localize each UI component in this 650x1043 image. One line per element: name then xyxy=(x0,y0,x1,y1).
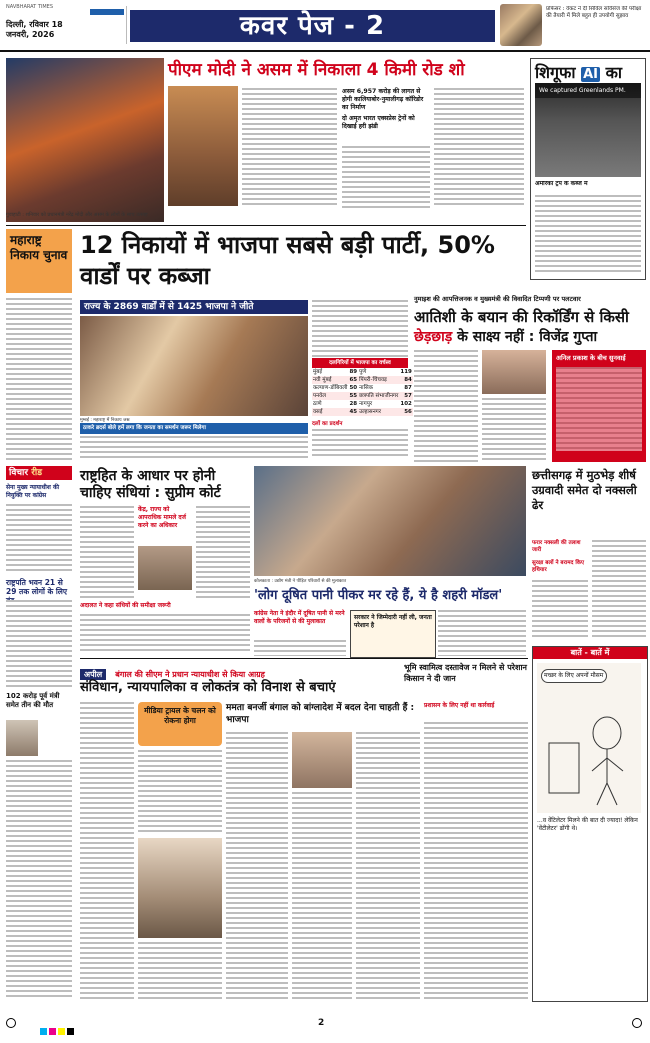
president-sub-head: 102 करोड़ पूर्व मंत्री समेत तीन की मौत xyxy=(6,692,60,709)
maha-body xyxy=(80,436,308,460)
cartoon-box xyxy=(532,646,648,1002)
cartoon-figure-icon xyxy=(537,663,641,813)
maha-table-cell: 119 xyxy=(400,369,412,375)
maha-table-cell: 56 xyxy=(404,409,412,415)
maha-table-row xyxy=(312,368,413,376)
bengal-side-photo xyxy=(292,732,352,788)
vichar-photo xyxy=(6,720,38,756)
shigufa-body xyxy=(535,195,641,275)
footer-page-num: 2 xyxy=(318,1018,325,1028)
bengal-col1 xyxy=(80,702,134,1000)
maha-table-cell: उल्हासनगर xyxy=(359,409,381,415)
lead-bullets xyxy=(342,88,430,131)
bengal-rule xyxy=(80,658,528,659)
registration-mark-icon xyxy=(6,1018,16,1028)
chhattisgarh-bullet-2: सुरक्षा बलों ने बरामद किए हथियार xyxy=(532,560,585,573)
maha-table-cell: वसई xyxy=(313,409,323,415)
page-title: कवर पेज - 2 xyxy=(239,11,386,41)
maha-table-cell: नवी मुंबई xyxy=(313,377,332,383)
maha-table-cell: नागपुर xyxy=(359,401,373,407)
maha-blue-strip-text: राज्य के 2869 वार्डों में से 1425 भाजपा ने जीते xyxy=(84,302,254,312)
maha-table-cell: ठाणे xyxy=(313,401,322,407)
maha-table-cell: 102 xyxy=(400,401,412,407)
chhattisgarh-col2 xyxy=(532,580,588,640)
chhattisgarh-col1 xyxy=(592,540,646,640)
color-bar xyxy=(40,1020,76,1039)
maha-table-cell: 65 xyxy=(349,377,358,383)
indore-photo xyxy=(254,466,526,576)
indore-headline: 'लोग दूषित पानी पीकर मर रहे हैं, ये है शहरी मॉडल' xyxy=(254,588,503,603)
vichar-label xyxy=(6,466,72,480)
shigufa-suffix: का xyxy=(605,63,623,82)
maha-table-row xyxy=(312,400,413,408)
maha-table-cell: छत्रपति संभाजीनगर xyxy=(359,393,399,399)
maha-table-intro xyxy=(312,300,408,358)
bengal-col2 xyxy=(138,750,222,834)
land-headline: भूमि स्वामित्व दस्तावेज न मिलने से परेशान किसान ने दी जान xyxy=(404,663,527,683)
maha-table-cell: कल्याण-डोंबिवली xyxy=(313,385,348,391)
lead-photo-left xyxy=(6,58,164,222)
indore-photo-caption: कोलकाता : उद्योग मंत्री ने पीड़ित परिवारों से की मुलाकात xyxy=(254,579,347,584)
maha-table-cell: 50 xyxy=(349,385,358,391)
bengal-headline: संविधान, न्यायपालिका व लोकतंत्र को विनाश से बचाएं xyxy=(80,680,336,695)
vichar-col-head: सेना मुख्य न्यायाधीश की नियुक्ति पर कांग्रेस xyxy=(6,484,60,499)
atishi-side-box xyxy=(552,350,646,462)
vichar-label-2: रीड xyxy=(31,468,43,478)
registration-mark-icon xyxy=(632,1018,642,1028)
atishi-col1 xyxy=(414,350,478,462)
atishi-headline-red: छेड़छाड़ xyxy=(414,329,453,345)
vichar-label-text: विचार xyxy=(9,468,29,478)
indore-quote: सरकार ने जिम्मेदारी नहीं ली, जनता परेशान है xyxy=(354,614,432,629)
header-rule xyxy=(0,50,650,52)
maha-table-cell: मुंबई xyxy=(313,369,323,375)
atishi-headline-rest: के साक्ष्य नहीं : विजेंद्र गुप्ता xyxy=(457,329,598,345)
lead-story xyxy=(6,58,526,222)
footer-bar xyxy=(0,1006,650,1043)
sc-pull-1: केंद्र, राज्य को आपराधिक मामले दर्ज करने का अधिकार xyxy=(138,506,187,529)
maha-table-cell: 87 xyxy=(404,385,412,391)
lead-headline-text: पीएम मोदी ने असम में निकाला 4 किमी रोड शो xyxy=(168,60,465,80)
maha-side-label xyxy=(6,229,72,293)
maha-table-cell: पनवेल xyxy=(313,393,326,399)
section-rule xyxy=(6,225,526,226)
atishi-side-box-lines xyxy=(556,367,642,451)
maha-table-cell: पिंपरी-चिंचवड़ xyxy=(359,377,387,383)
lead-headline xyxy=(168,60,522,84)
maha-table xyxy=(312,368,413,416)
header-date: दिल्ली, रविवार 18 जनवरी, 2026 xyxy=(6,20,63,39)
vichar-body xyxy=(6,504,72,574)
maha-subhead-bar xyxy=(80,423,308,434)
page-title-banner xyxy=(130,10,495,42)
maha-table-cell: 84 xyxy=(404,377,412,383)
maha-side-label-text: महाराष्ट्र निकाय चुनाव xyxy=(10,233,68,262)
shigufa-image-caption: We captured Greenlands PM. xyxy=(535,83,641,98)
land-bullet: प्रशासन के लिए नहीं था कार्रवाई xyxy=(424,702,495,709)
indore-bullet: कांग्रेस नेता ने इंदौर में दूषित पानी से मरने वालों के परिजनों से की मुलाकात xyxy=(254,610,345,625)
bengal-side-head: ममता बनर्जी बंगाल को बांग्लादेश में बदल देना चाहती हैं : भाजपा xyxy=(226,703,415,725)
maha-photo xyxy=(80,316,308,416)
president-body xyxy=(6,600,72,688)
bengal-side-col3 xyxy=(356,732,420,1000)
bengal-col3 xyxy=(138,942,222,1000)
bengal-kicker: बंगाल की सीएम ने प्रधान न्यायाधीश से किया आग्रह xyxy=(115,670,265,679)
header-left-bar xyxy=(88,6,127,44)
sc-headline: राष्ट्रहित के आधार पर होनी चाहिए संधियां : सुप्रीम कोर्ट xyxy=(80,468,221,501)
maha-table-cell: 89 xyxy=(349,369,358,375)
masthead-small: NAVBHARAT TIMES xyxy=(6,4,53,10)
indore-col3 xyxy=(438,610,526,656)
maha-table-foot xyxy=(312,429,408,457)
shigufa-title xyxy=(535,61,641,83)
bengal-side-col2 xyxy=(292,792,352,1000)
sc-body-lower xyxy=(80,614,250,654)
maha-table-cell: 55 xyxy=(349,393,358,399)
indore-col1 xyxy=(254,640,346,656)
shigufa-image xyxy=(535,83,641,177)
maha-table-row xyxy=(312,376,413,384)
lead-photo-right xyxy=(168,86,238,206)
bengal-side-col1 xyxy=(226,732,288,1000)
sc-col1 xyxy=(80,506,134,598)
shigufa-text: अमेरिका ट्रंप के कब्जे में xyxy=(535,181,588,187)
atishi-top-line: नुमाइश की आपत्तिजनक व मुख्यमंत्री की विवादित टिप्पणी पर पलटवार xyxy=(414,295,581,303)
cartoon-drawing xyxy=(537,663,641,813)
lead-body-col1 xyxy=(242,88,337,208)
maha-table-row xyxy=(312,408,413,416)
atishi-col2 xyxy=(482,398,546,462)
cartoon-speech: मच्छर के लिए अपनों मौसम xyxy=(541,669,607,683)
bengal-photo xyxy=(138,838,222,938)
maha-table-cell: पुणे xyxy=(359,369,367,375)
shigufa-box xyxy=(530,58,646,280)
maha-table-box xyxy=(312,300,412,460)
maha-blue-strip xyxy=(80,300,308,314)
maha-table-cell: 28 xyxy=(349,401,358,407)
header-photo xyxy=(500,4,542,46)
atishi-photo xyxy=(482,350,546,394)
president-head: राष्ट्रपति भवन 21 से 29 तक लोगों के लिए xyxy=(6,578,68,596)
maha-table-title: दलों का प्रदर्शन xyxy=(312,421,343,427)
bengal-kicker-label: अपील xyxy=(80,669,106,680)
lead-body-col2 xyxy=(342,146,430,208)
atishi-headline-1: आतिशी के बयान की रिकॉर्डिंग से किसी xyxy=(414,308,629,326)
indore-quote-box xyxy=(350,610,436,658)
maha-photo-caption: मुम्बई : महाराष्ट्र में निकाय जश्न xyxy=(80,418,130,423)
maha-table-row xyxy=(312,392,413,400)
sc-photo xyxy=(138,546,192,590)
top-right-note: प्रोफेसर : वेंकट ने दी सिविल सर्विसेज की परीक्षा की तैयारी में मिले बहुत ही उपयोगी सुझाव xyxy=(546,6,642,19)
cartoon-label: बातें - बातें में xyxy=(533,647,647,659)
page-header xyxy=(0,0,650,50)
shigufa-title-text: शिगूफा xyxy=(535,63,576,82)
vichar-body-2 xyxy=(6,760,72,1000)
shigufa-ai-badge: AI xyxy=(583,67,598,82)
maha-table-cell: 45 xyxy=(349,409,358,415)
land-body xyxy=(424,722,528,1000)
sc-col3 xyxy=(196,506,250,598)
bengal-kicker-row xyxy=(80,662,400,679)
maha-sub-head: ठाकरे ब्रदर्स बोले हमें लगा कि जनता का समर्थन जरूर मिलेगा xyxy=(83,425,206,431)
maha-table-row xyxy=(312,384,413,392)
lead-bullet: असम 6,957 करोड़ की लागत से होगी कालियाबोर-नुमालीगढ़ कॉरिडोर का निर्माण xyxy=(342,88,424,111)
lead-bullet: दो अमृत भारत एक्सप्रेस ट्रेनों को दिखाई हरी झंडी xyxy=(342,115,415,130)
maha-table-cell: नासिक xyxy=(359,385,373,391)
lead-body-col3 xyxy=(434,88,524,208)
chhattisgarh-headline: छत्तीसगढ़ में मुठभेड़ शीर्ष उग्रवादी समेत दो नक्सली ढेर xyxy=(532,468,637,512)
atishi-side-box-text: अनिल प्रकाश के बीच सुनवाई xyxy=(556,354,626,362)
maha-headline: 12 निकायों में भाजपा सबसे बड़ी पार्टी, 50% वार्डों पर कब्जा xyxy=(80,231,495,290)
bengal-media-text: मीडिया ट्रायल के चलन को रोकना होगा xyxy=(144,706,216,725)
chhattisgarh-bullet-1: फरार नक्सली की तलाश जारी xyxy=(532,540,581,553)
atishi-headline-2 xyxy=(414,328,646,346)
cartoon-caption: ...व वेंटिलेटर मिलने की बात दी ज्यादा! लेकिन 'वेंटीलेटर' ढोंगी थे। xyxy=(537,817,638,832)
bengal-media-box xyxy=(138,702,222,746)
maha-col-left xyxy=(6,298,72,460)
lead-caption: गुवाहाटी : शनिवार को प्रधानमंत्री नरेंद्र मोदी और असम के लोगों के साथ उत्साह xyxy=(6,212,148,218)
sc-pull-2: अदालत ने कहा संधियों की समीक्षा जरूरी xyxy=(80,602,171,609)
maha-table-cell: 57 xyxy=(404,393,412,399)
maha-table-head: दलगिरियों में भाजपा का वर्चस्व xyxy=(312,358,408,368)
